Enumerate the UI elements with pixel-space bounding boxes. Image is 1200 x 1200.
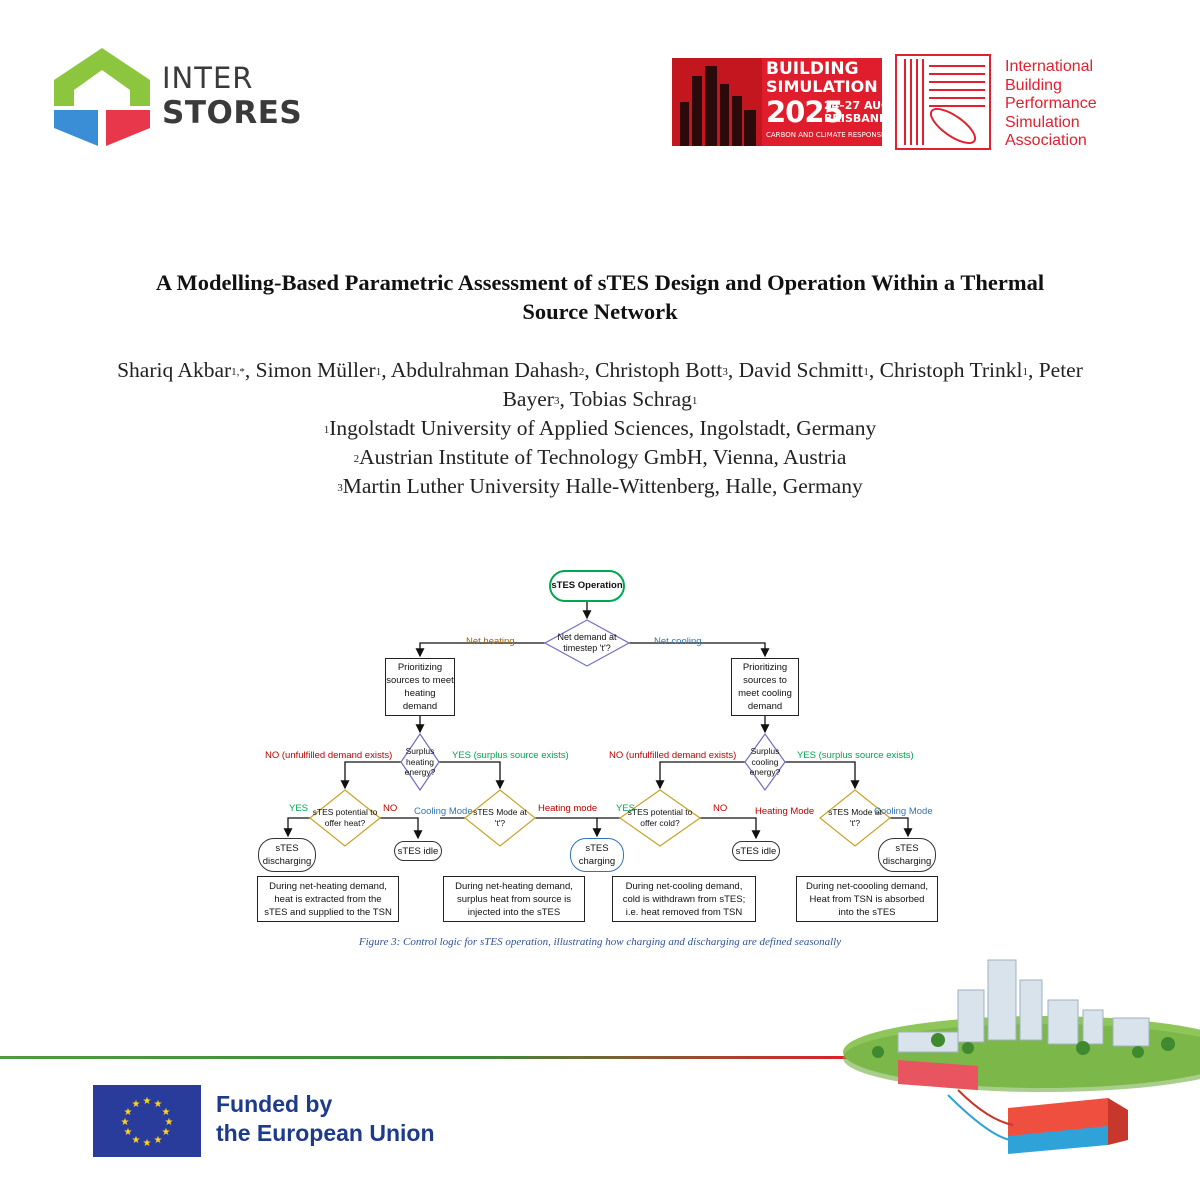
connector bbox=[785, 762, 855, 788]
connector bbox=[660, 762, 745, 788]
author-name: Christoph Bott bbox=[595, 358, 723, 382]
footer-divider bbox=[0, 1056, 860, 1059]
bs-word-building: BUILDING bbox=[766, 59, 859, 79]
svg-text:★: ★ bbox=[161, 1107, 171, 1118]
author-affil-sup: 1 bbox=[375, 366, 382, 378]
start-node: sTES Operation bbox=[549, 570, 625, 602]
connector bbox=[288, 818, 310, 836]
branch-net-cooling: Net cooling bbox=[654, 636, 702, 647]
svg-text:★: ★ bbox=[161, 1127, 171, 1138]
ibpsa-line: Building bbox=[1005, 76, 1062, 94]
connector bbox=[700, 818, 756, 838]
label-heating-mode-right: Heating Mode bbox=[755, 806, 815, 817]
state-idle-left: sTES idle bbox=[394, 841, 442, 861]
svg-text:★: ★ bbox=[153, 1099, 163, 1110]
author-name: Tobias Schrag bbox=[569, 387, 692, 411]
label-no-unfulfilled-left: NO (unfulfilled demand exists) bbox=[265, 750, 393, 761]
svg-text:★: ★ bbox=[142, 1096, 152, 1107]
author-affil-sup: 3 bbox=[722, 366, 728, 378]
ibpsa-line: Simulation bbox=[1005, 113, 1080, 131]
author-list: Shariq Akbar$^{1,*}$, Simon Müller$^1$, Abdulrahman Dahash$^2$, Christoph Bott$^3$, David Schmitt$^1$, Christoph Trinkl$^1$, Peter Bayer$^3$, Tobias Schrag$^1$ bbox=[117, 358, 1083, 411]
author-name: Christoph Trinkl bbox=[879, 358, 1023, 382]
author-affil-sup: 3 bbox=[553, 395, 560, 407]
state-discharging-right: sTES discharging bbox=[878, 838, 936, 872]
bs-city: BRISBANE bbox=[824, 112, 887, 125]
branch-net-heating: Net heating bbox=[466, 636, 515, 647]
surplus-heat-decision: Surplus heating energy? bbox=[404, 746, 436, 778]
svg-text:★: ★ bbox=[123, 1127, 133, 1138]
interstores-word-stores: STORES bbox=[162, 95, 303, 131]
eu-funding-text bbox=[216, 1090, 435, 1148]
bs-word-simulation: SIMULATION bbox=[766, 77, 878, 96]
note-cooling-charge: During net-coooling demand, Heat from TSN is absorbed into the sTES bbox=[796, 876, 938, 922]
prioritize-cooling-box: Prioritizing sources to meet cooling demand bbox=[731, 658, 799, 716]
note-heating-charge: During net-heating demand, surplus heat from source is injected into the sTES bbox=[443, 876, 585, 922]
ibpsa-line: Performance bbox=[1005, 95, 1097, 112]
label-yes: YES bbox=[289, 803, 309, 814]
label-no: NO bbox=[383, 803, 398, 814]
ibpsa-line: Association bbox=[1005, 132, 1087, 149]
label-cooling-mode-right: Cooling Mode bbox=[874, 806, 933, 817]
eu-funding-line: Funded by bbox=[216, 1091, 333, 1117]
author-name: Shariq Akbar bbox=[117, 358, 232, 382]
svg-text:★: ★ bbox=[142, 1138, 152, 1149]
label-no-unfulfilled-right: NO (unfulfilled demand exists) bbox=[609, 750, 737, 761]
paper-title-line: A Modelling-Based Parametric Assessment of sTES Design and Operation Within a Thermal bbox=[155, 270, 1045, 295]
author-name: Peter Bayer bbox=[502, 358, 1083, 411]
potential-cold-decision: sTES potential to offer cold? bbox=[627, 807, 693, 828]
label-yes-surplus-left: YES (surplus source exists) bbox=[452, 750, 569, 761]
label-yes: YES bbox=[616, 803, 636, 814]
prioritize-heating-box: Prioritizing sources to meet heating demand bbox=[385, 658, 455, 716]
author-affil-sup: 1,* bbox=[231, 366, 245, 378]
connector bbox=[535, 818, 597, 836]
author-affil-sup: 1 bbox=[1022, 366, 1028, 378]
label-no: NO bbox=[713, 803, 728, 814]
mode-decision-left: sTES Mode at 't'? bbox=[473, 807, 527, 828]
svg-text:★: ★ bbox=[131, 1135, 141, 1146]
bs-year: 2025 bbox=[766, 95, 843, 129]
eu-funding-line: the European Union bbox=[216, 1120, 435, 1146]
affiliation-text: Ingolstadt University of Applied Sciences, Ingolstadt, Germany bbox=[329, 416, 877, 440]
bs-tagline: CARBON AND CLIMATE RESPONSIVE bbox=[766, 131, 893, 139]
eu-flag-icon bbox=[93, 1085, 201, 1157]
author-name: David Schmitt bbox=[738, 358, 864, 382]
note-cooling-discharge: During net-cooling demand, cold is withdrawn from sTES; i.e. heat removed from TSN bbox=[612, 876, 756, 922]
bs-dates: 24–27 AUG bbox=[824, 99, 891, 112]
svg-text:★: ★ bbox=[164, 1117, 174, 1128]
author-name: Abdulrahman Dahash bbox=[390, 358, 579, 382]
affiliation-sup: 3 bbox=[337, 482, 343, 494]
figure-caption: Figure 3: Control logic for sTES operation, illustrating how charging and discharging are defined seasonally bbox=[358, 936, 842, 948]
label-cooling-mode-left: Cooling Mode bbox=[414, 806, 473, 817]
affiliation-text: Martin Luther University Halle-Wittenberg, Halle, Germany bbox=[342, 474, 863, 498]
state-idle-right: sTES idle bbox=[732, 841, 780, 861]
connector bbox=[439, 762, 500, 788]
eu-stars-icon bbox=[93, 1085, 201, 1157]
ibpsa-line: International bbox=[1005, 58, 1094, 75]
label-heating-mode-left: Heating mode bbox=[538, 803, 598, 814]
svg-text:★: ★ bbox=[120, 1117, 130, 1128]
author-name: Simon Müller bbox=[255, 358, 376, 382]
affiliation-text: Austrian Institute of Technology GmbH, Vienna, Austria bbox=[359, 445, 847, 469]
affiliation-sup: 2 bbox=[353, 453, 360, 465]
paper-title-line: Source Network bbox=[522, 299, 678, 324]
svg-text:★: ★ bbox=[153, 1135, 163, 1146]
label-yes-surplus-right: YES (surplus source exists) bbox=[797, 750, 914, 761]
author-affil-sup: 1 bbox=[863, 366, 869, 378]
state-discharging-left: sTES discharging bbox=[258, 838, 316, 872]
mode-decision-right: sTES Mode at 't'? bbox=[828, 807, 882, 828]
demand-decision: Net demand at timestep 't'? bbox=[557, 632, 617, 653]
author-affil-sup: 2 bbox=[578, 366, 585, 378]
surplus-cool-decision: Surplus cooling energy? bbox=[749, 746, 781, 778]
connector bbox=[380, 818, 418, 838]
potential-heat-decision: sTES potential to offer heat? bbox=[312, 807, 378, 828]
connector bbox=[345, 762, 401, 788]
note-heating-discharge: During net-heating demand, heat is extracted from the sTES and supplied to the TSN bbox=[257, 876, 399, 922]
connector bbox=[890, 818, 908, 836]
affiliation-sup: 1 bbox=[323, 424, 330, 436]
author-affil-sup: 1 bbox=[691, 395, 698, 407]
svg-text:★: ★ bbox=[123, 1107, 133, 1118]
interstores-word-inter: INTER bbox=[162, 61, 254, 95]
svg-text:★: ★ bbox=[131, 1099, 141, 1110]
state-charging: sTES charging bbox=[570, 838, 624, 872]
city-energy-storage-illustration bbox=[838, 940, 1200, 1200]
